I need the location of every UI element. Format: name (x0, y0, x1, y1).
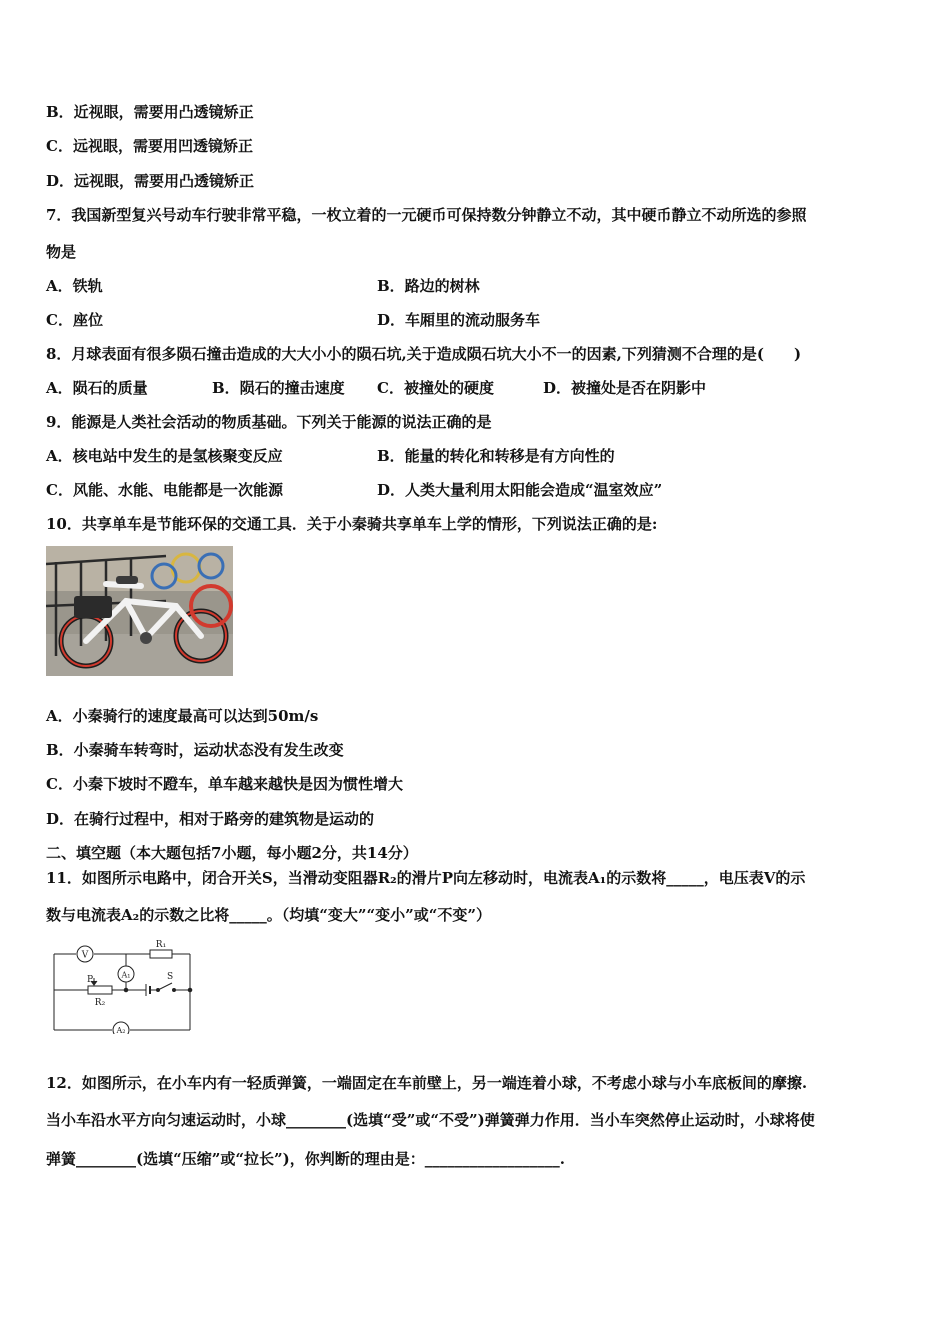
ammeter1-label: A₁ (121, 970, 131, 980)
q11-line1: 11．如图所示电路中，闭合开关S，当滑动变阻器R₂的滑片P向左移动时，电流表A₁的示数将_____，电压表V的示 (46, 869, 806, 887)
q7-option-a: A．铁轨 (46, 277, 103, 295)
q9-option-b: B．能量的转化和转移是有方向性的 (377, 447, 615, 465)
q9-stem: 9．能源是人类社会活动的物质基础。下列关于能源的说法正确的是 (46, 413, 492, 431)
q7-stem-line2: 物是 (46, 243, 77, 261)
section-heading: 二、填空题（本大题包括7小题，每小题2分，共14分） (46, 844, 418, 862)
q12-line1: 12．如图所示，在小车内有一轻质弹簧，一端固定在车前壁上，另一端连着小球，不考虑小球与小车底板间的摩擦. (46, 1074, 808, 1092)
q8-stem: 8．月球表面有很多陨石撞击造成的大大小小的陨石坑,关于造成陨石坑大小不一的因素,下列猜测不合理的是( ) (46, 345, 802, 363)
ammeter2-label: A₂ (116, 1026, 126, 1034)
q12-line2: 当小车沿水平方向匀速运动时，小球________(选填“受”或“不受”)弹簧弹力作用．当小车突然停止运动时，小球将使 (46, 1111, 815, 1129)
voltmeter-label: V (81, 950, 89, 961)
q7-stem-line1: 7．我国新型复兴号动车行驶非常平稳，一枚立着的一元硬币可保持数分钟静立不动，其中硬币静立不动所选的参照 (46, 206, 807, 224)
q7-option-d: D．车厢里的流动服务车 (377, 311, 541, 329)
q6-option-b: B．近视眼，需要用凸透镜矫正 (46, 103, 254, 121)
q9-option-d: D．人类大量利用太阳能会造成“温室效应” (377, 481, 663, 499)
r1-label: R₁ (155, 940, 167, 950)
switch-s-label: S (167, 972, 174, 982)
shared-bike-photo (46, 546, 233, 676)
q7-option-c: C．座位 (46, 311, 103, 329)
q10-option-a: A．小秦骑行的速度最高可以达到50m/s (46, 707, 319, 725)
q8-option-c: C．被撞处的硬度 (377, 379, 494, 397)
q10-option-c: C．小秦下坡时不蹬车，单车越来越快是因为惯性增大 (46, 775, 403, 793)
q6-option-d: D．远视眼，需要用凸透镜矫正 (46, 172, 255, 190)
q10-option-b: B．小秦骑车转弯时，运动状态没有发生改变 (46, 741, 344, 759)
q7-option-b: B．路边的树林 (377, 277, 480, 295)
q9-option-c: C．风能、水能、电能都是一次能源 (46, 481, 283, 499)
q6-option-c: C．远视眼，需要用凹透镜矫正 (46, 137, 253, 155)
q9-option-a: A．核电站中发生的是氢核聚变反应 (46, 447, 283, 465)
r2-label: R₂ (94, 998, 106, 1008)
q10-option-d: D．在骑行过程中，相对于路旁的建筑物是运动的 (46, 810, 375, 828)
q10-stem: 10．共享单车是节能环保的交通工具．关于小秦骑共享单车上学的情形，下列说法正确的是: (46, 515, 658, 533)
q11-line2: 数与电流表A₂的示数之比将_____。（均填“变大”“变小”或“不变”） (46, 906, 491, 924)
circuit-diagram (46, 938, 196, 1034)
q8-option-d: D．被撞处是否在阴影中 (543, 379, 707, 397)
q12-line3: 弹簧________(选填“压缩”或“拉长”)，你判断的理由是：__________________. (46, 1150, 565, 1168)
slider-p-label: P (87, 975, 94, 985)
q8-option-a: A．陨石的质量 (46, 379, 148, 397)
q8-option-b: B．陨石的撞击速度 (212, 379, 345, 397)
